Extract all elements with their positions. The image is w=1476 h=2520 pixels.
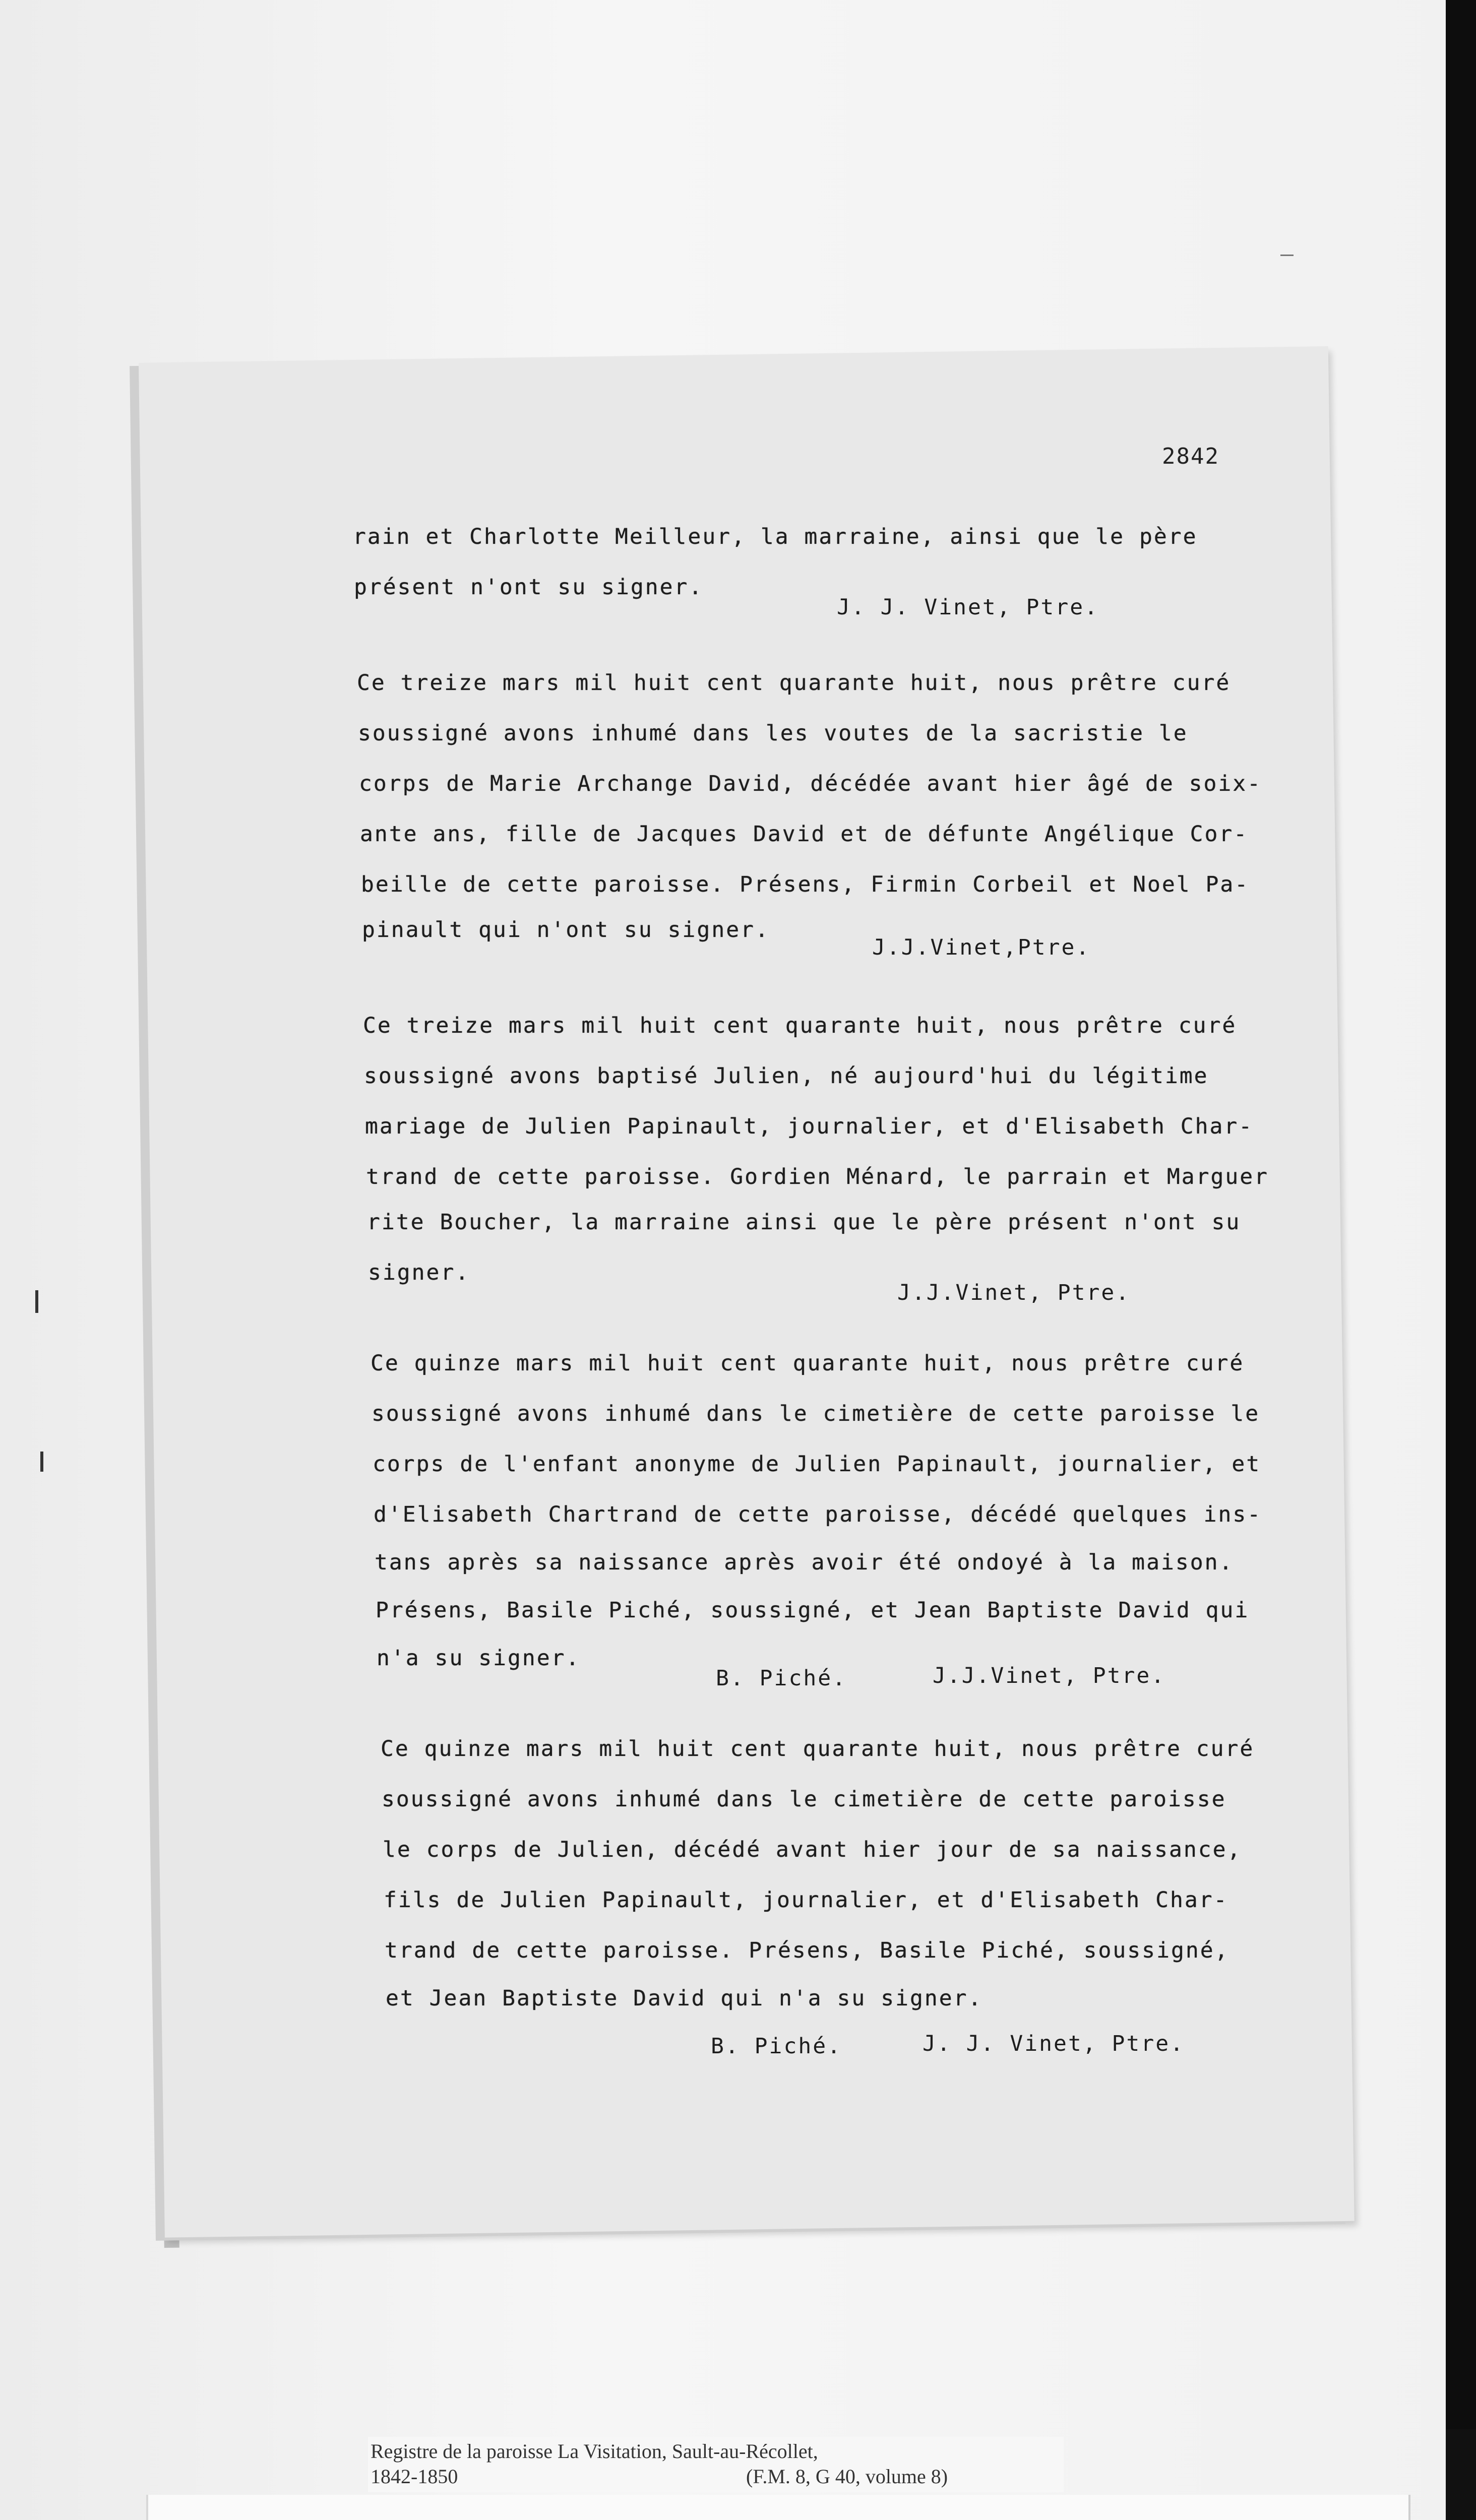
signature-vinet: J.J.Vinet,Ptre.: [872, 935, 1091, 960]
text-line: signer.: [368, 1260, 470, 1285]
signature-vinet: J.J.Vinet, Ptre.: [933, 1663, 1166, 1688]
text-line: Ce quinze mars mil huit cent quarante huit, nous prêtre curé: [371, 1351, 1245, 1376]
text-line: corps de l'enfant anonyme de Julien Papinault, journalier, et: [373, 1452, 1261, 1477]
text-line: soussigné avons inhumé dans le cimetière de cette paroisse: [382, 1787, 1226, 1812]
text-line: le corps de Julien, décédé avant hier jour de sa naissance,: [383, 1837, 1242, 1862]
signature-piche: B. Piché.: [711, 2034, 842, 2059]
text-line: Ce treize mars mil huit cent quarante huit, nous prêtre curé: [363, 1013, 1237, 1038]
scan-mark: [40, 1452, 43, 1472]
text-line: Présens, Basile Piché, soussigné, et Jean Baptiste David qui: [376, 1598, 1250, 1623]
text-line: d'Elisabeth Chartrand de cette paroisse, décédé quelques ins-: [374, 1502, 1262, 1527]
signature-vinet: J.J.Vinet, Ptre.: [897, 1280, 1131, 1305]
signature-piche: B. Piché.: [716, 1666, 847, 1691]
text-line: beille de cette paroisse. Présens, Firmin Corbeil et Noel Pa-: [361, 872, 1250, 897]
text-line: Ce quinze mars mil huit cent quarante huit, nous prêtre curé: [381, 1736, 1255, 1761]
caption-line-1: Registre de la paroisse La Visitation, Sault-au-Récollet,: [371, 2440, 818, 2463]
text-line: tans après sa naissance après avoir été ondoyé à la maison.: [375, 1550, 1234, 1575]
text-line: fils de Julien Papinault, journalier, et d'Elisabeth Char-: [384, 1887, 1228, 1913]
text-line: corps de Marie Archange David, décédée avant hier âgé de soix-: [359, 771, 1262, 796]
text-line: soussigné avons inhumé dans les voutes de la sacristie le: [358, 721, 1188, 746]
text-line: rite Boucher, la marraine ainsi que le père présent n'ont su: [367, 1210, 1241, 1235]
text-line: ante ans, fille de Jacques David et de défunte Angélique Cor-: [360, 822, 1249, 847]
scan-mark: [35, 1290, 38, 1313]
page-number: 2842: [1162, 444, 1219, 469]
film-border: [1446, 0, 1476, 2520]
text-line: soussigné avons baptisé Julien, né aujourd'hui du légitime: [364, 1063, 1209, 1089]
text-line: et Jean Baptiste David qui n'a su signer.: [386, 1986, 983, 2011]
text-line: trand de cette paroisse. Présens, Basile Piché, soussigné,: [385, 1938, 1229, 1963]
text-line: trand de cette paroisse. Gordien Ménard, le parrain et Marguer: [366, 1164, 1269, 1189]
text-line: Ce treize mars mil huit cent quarante huit, nous prêtre curé: [357, 670, 1231, 696]
text-line: n'a su signer.: [377, 1646, 581, 1671]
text-line: soussigné avons inhumé dans le cimetière de cette paroisse le: [372, 1401, 1260, 1426]
signature-vinet: J. J. Vinet, Ptre.: [922, 2031, 1185, 2056]
archives-stamp-box: [146, 2495, 1410, 2520]
caption-reference: (F.M. 8, G 40, volume 8): [746, 2465, 948, 2488]
text-line: mariage de Julien Papinault, journalier, et d'Elisabeth Char-: [365, 1114, 1254, 1139]
scan-mark: [1280, 255, 1294, 256]
caption-date-range: 1842-1850: [371, 2465, 458, 2488]
text-line: pinault qui n'ont su signer.: [362, 917, 770, 942]
text-line: présent n'ont su signer.: [354, 575, 704, 600]
text-line: rain et Charlotte Meilleur, la marraine, ainsi que le père: [353, 524, 1198, 549]
film-border-lower: [1446, 2429, 1476, 2520]
signature-vinet: J. J. Vinet, Ptre.: [837, 595, 1099, 620]
